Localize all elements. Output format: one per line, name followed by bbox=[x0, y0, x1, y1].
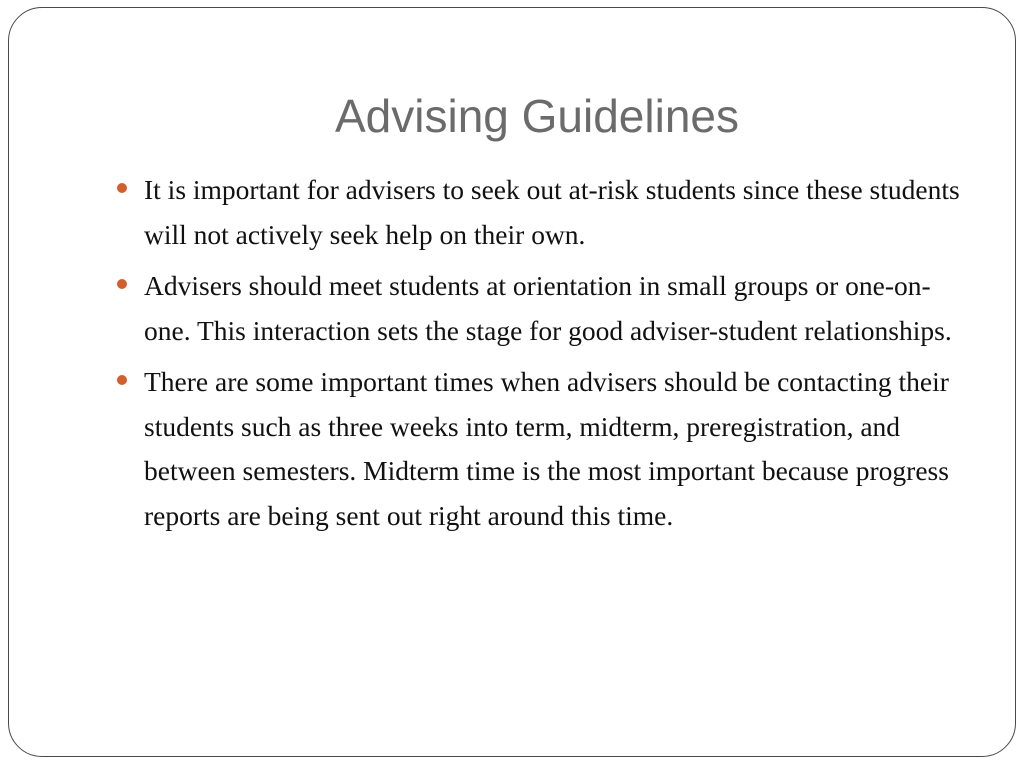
bullet-dot-icon bbox=[117, 375, 127, 385]
bullet-dot-icon bbox=[117, 279, 127, 289]
bullet-text-3: There are some important times when advisers should be contacting their students such as three weeks into term, midterm, preregistration, and between semesters. Midterm time is the most important because progress reports are being sent out right around this time. bbox=[144, 366, 949, 531]
bullet-item-2 bbox=[117, 264, 967, 353]
bullet-item-3 bbox=[117, 360, 967, 538]
bullet-text-2: Advisers should meet students at orientation in small groups or one-on-one. This interaction sets the stage for good adviser-student relationships. bbox=[144, 270, 952, 346]
bullet-item-1 bbox=[117, 168, 967, 257]
bullet-dot-icon bbox=[117, 183, 127, 193]
bullet-list bbox=[117, 168, 967, 545]
slide-title: Advising Guidelines bbox=[334, 90, 739, 142]
bullet-text-1: It is important for advisers to seek out at-risk students since these students will not actively seek help on their own. bbox=[144, 174, 960, 250]
